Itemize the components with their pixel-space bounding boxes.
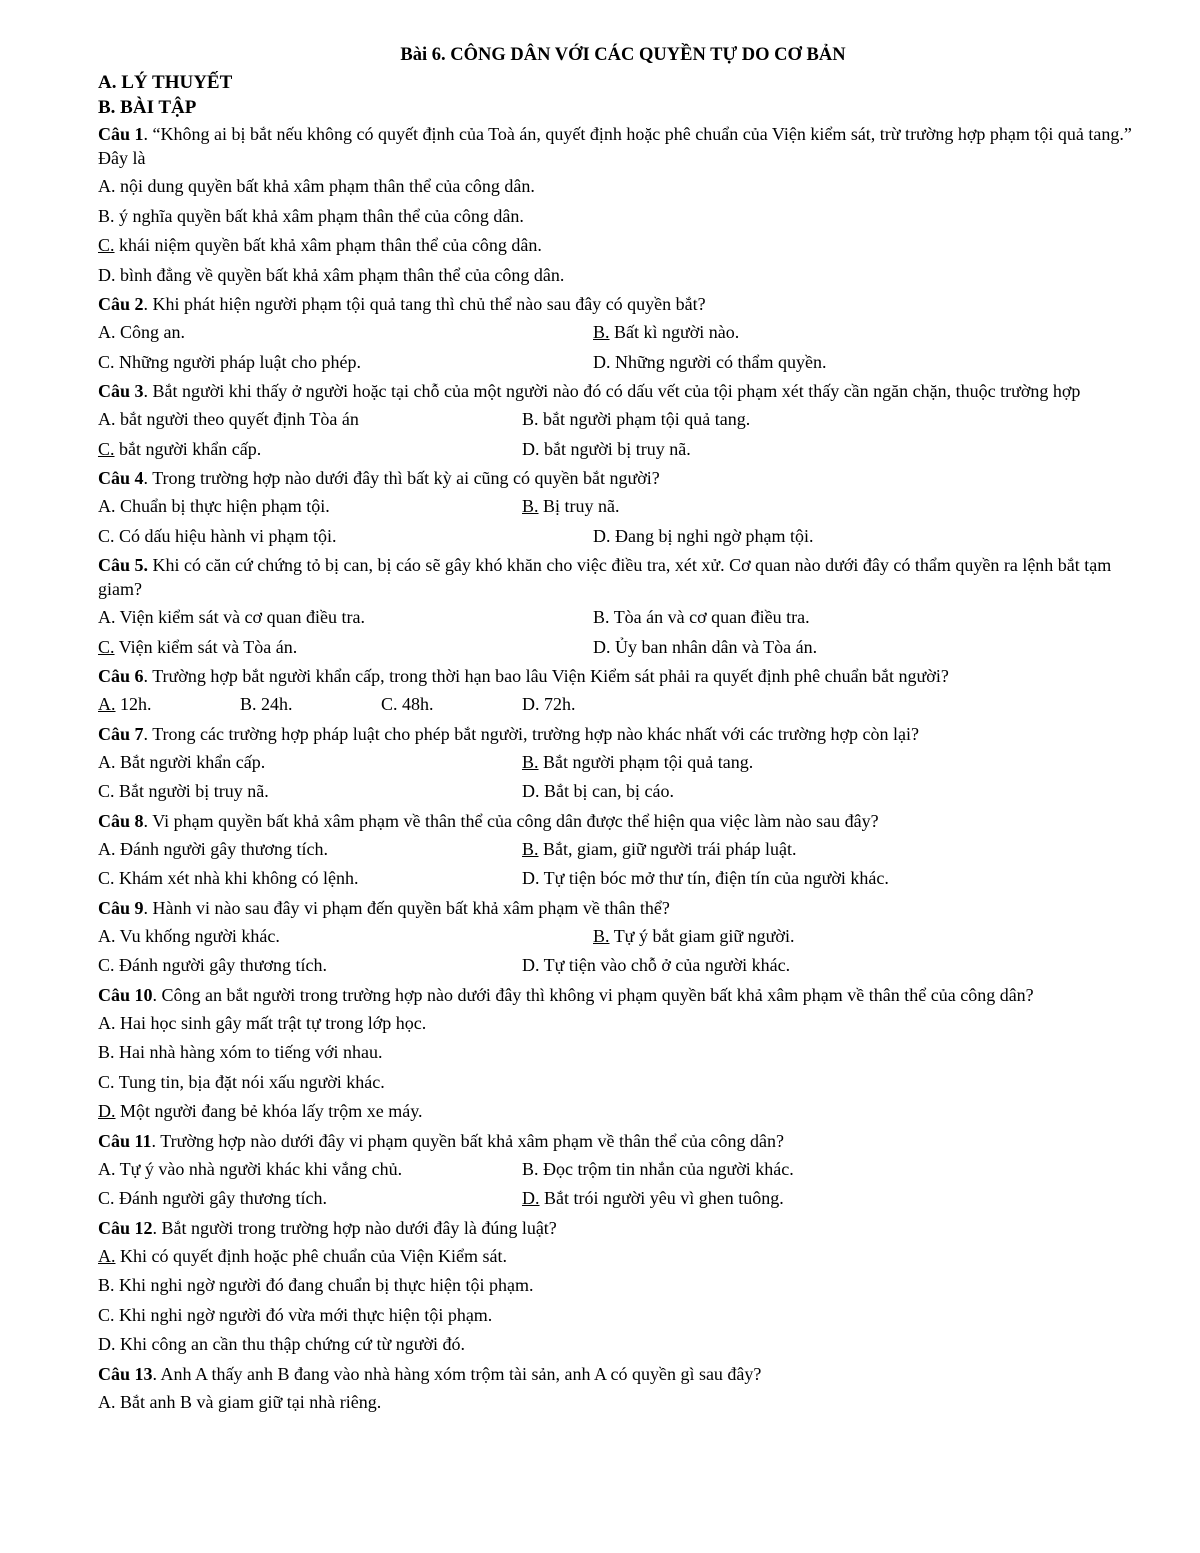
option: A. Chuẩn bị thực hiện phạm tội. — [98, 496, 330, 516]
option: B. bắt người phạm tội quả tang. — [522, 409, 751, 429]
option: D. bình đẳng về quyền bất khả xâm phạm thân thể của công dân. — [98, 264, 565, 285]
question-8: Câu 8. Vi phạm quyền bất khả xâm phạm về thân thể của công dân được thể hiện qua việc làm nào sau đây? — [98, 810, 879, 831]
option-row — [98, 835, 1148, 865]
option-answer: B. Bị truy nã. — [522, 496, 620, 516]
option: D. Bắt bị can, bị cáo. — [522, 781, 674, 801]
option: C. Tung tin, bịa đặt nói xấu người khác. — [98, 1071, 385, 1092]
question-1: Câu 1. “Không ai bị bắt nếu không có quyết định của Toà án, quyết định hoặc phê chuẩn của Viện kiểm sát, trừ trường hợp phạm tội quả tang.” Đây là — [98, 124, 1132, 168]
option: C. Khi nghi ngờ người đó vừa mới thực hiện tội phạm. — [98, 1304, 493, 1325]
option: D. Đang bị nghi ngờ phạm tội. — [593, 525, 814, 546]
option: D. Những người có thẩm quyền. — [593, 351, 827, 372]
option-row — [98, 777, 1148, 807]
page-title: Bài 6. CÔNG DÂN VỚI CÁC QUYỀN TỰ DO CƠ BẢN — [400, 45, 846, 65]
option-row — [98, 405, 1148, 435]
option: B. Khi nghi ngờ người đó đang chuẩn bị thực hiện tội phạm. — [98, 1275, 534, 1295]
option-answer: B. Tự ý bắt giam giữ người. — [593, 925, 795, 946]
option: A. nội dung quyền bất khả xâm phạm thân thể của công dân. — [98, 176, 535, 196]
option: A. Hai học sinh gây mất trật tự trong lớp học. — [98, 1012, 427, 1033]
question-13: Câu 13. Anh A thấy anh B đang vào nhà hàng xóm trộm tài sản, anh A có quyền gì sau đây? — [98, 1363, 762, 1384]
option-row — [98, 492, 1148, 522]
option: C. Đánh người gây thương tích. — [98, 955, 328, 975]
option-answer: C. bắt người khẩn cấp. — [98, 438, 262, 459]
question-3: Câu 3. Bắt người khi thấy ở người hoặc tại chỗ của một người nào đó có dấu vết của tội phạm xét thấy cần ngăn chặn, thuộc trường hợp — [98, 381, 1081, 401]
question-7: Câu 7. Trong các trường hợp pháp luật cho phép bắt người, trường hợp nào khác nhất với các trường hợp còn lại? — [98, 723, 920, 744]
option: D. Tự tiện bóc mở thư tín, điện tín của người khác. — [522, 868, 889, 888]
option: A. Vu khống người khác. — [98, 925, 280, 946]
option-row — [98, 1155, 1148, 1185]
option: D. Tự tiện vào chỗ ở của người khác. — [522, 955, 791, 975]
option-row — [98, 522, 1148, 552]
option: C. Có dấu hiệu hành vi phạm tội. — [98, 525, 337, 546]
option-row — [98, 864, 1148, 894]
option: A. Bắt anh B và giam giữ tại nhà riêng. — [98, 1391, 382, 1412]
option: B. Đọc trộm tin nhắn của người khác. — [522, 1158, 794, 1179]
option: D. bắt người bị truy nã. — [522, 438, 691, 459]
option-answer: C. khái niệm quyền bất khả xâm phạm thân thể của công dân. — [98, 235, 542, 255]
option-answer: C. Viện kiểm sát và Tòa án. — [98, 636, 298, 657]
option: B. Tòa án và cơ quan điều tra. — [593, 607, 810, 627]
question-10: Câu 10. Công an bắt người trong trường hợp nào dưới đây thì không vi phạm quyền bất khả xâm phạm về thân thể của công dân? — [98, 984, 1034, 1005]
option: C. Khám xét nhà khi không có lệnh. — [98, 868, 359, 888]
section-b-heading: B. BÀI TẬP — [98, 97, 197, 118]
option-row — [98, 318, 1148, 348]
option: A. Bắt người khẩn cấp. — [98, 751, 266, 772]
option-answer: B. Bất kì người nào. — [593, 322, 740, 342]
option: D. Khi công an cần thu thập chứng cứ từ người đó. — [98, 1334, 465, 1354]
option: B. 24h. — [240, 694, 293, 714]
section-a-heading: A. LÝ THUYẾT — [98, 72, 233, 93]
option: A. Đánh người gây thương tích. — [98, 838, 329, 859]
question-11: Câu 11. Trường hợp nào dưới đây vi phạm quyền bất khả xâm phạm về thân thể của công dân? — [98, 1130, 784, 1151]
option-answer: B. Bắt người phạm tội quả tang. — [522, 751, 754, 772]
question-4: Câu 4. Trong trường hợp nào dưới đây thì bất kỳ ai cũng có quyền bắt người? — [98, 468, 660, 488]
option: C. 48h. — [381, 694, 434, 714]
option: A. Viện kiểm sát và cơ quan điều tra. — [98, 607, 366, 627]
option: A. Công an. — [98, 322, 185, 342]
option-answer: A. 12h. — [98, 694, 152, 714]
option-row — [98, 951, 1148, 981]
option: B. ý nghĩa quyền bất khả xâm phạm thân thể của công dân. — [98, 205, 524, 226]
option-row — [98, 348, 1148, 378]
option-answer: B. Bắt, giam, giữ người trái pháp luật. — [522, 838, 797, 859]
question-6: Câu 6. Trường hợp bắt người khẩn cấp, trong thời hạn bao lâu Viện Kiểm sát phải ra quyết định phê chuẩn bắt người? — [98, 666, 949, 686]
option-answer: D. Một người đang bẻ khóa lấy trộm xe máy. — [98, 1101, 423, 1121]
option-row — [98, 1184, 1148, 1214]
question-2: Câu 2. Khi phát hiện người phạm tội quả tang thì chủ thể nào sau đây có quyền bắt? — [98, 294, 706, 314]
option: C. Những người pháp luật cho phép. — [98, 351, 362, 372]
option: A. Tự ý vào nhà người khác khi vắng chủ. — [98, 1158, 403, 1179]
option-row — [98, 748, 1148, 778]
option-row — [98, 435, 1148, 465]
question-12: Câu 12. Bắt người trong trường hợp nào dưới đây là đúng luật? — [98, 1217, 557, 1238]
question-5: Câu 5. Khi có căn cứ chứng tỏ bị can, bị cáo sẽ gây khó khăn cho việc điều tra, xét xử. Cơ quan nào dưới đây có thẩm quyền ra lệnh bắt tạm giam? — [98, 555, 1112, 599]
option: A. bắt người theo quyết định Tòa án — [98, 409, 359, 429]
option-answer: A. Khi có quyết định hoặc phê chuẩn của Viện Kiểm sát. — [98, 1245, 507, 1266]
option-row — [98, 603, 1148, 633]
option: C. Đánh người gây thương tích. — [98, 1188, 328, 1208]
option-answer: D. Bắt trói người yêu vì ghen tuông. — [522, 1188, 784, 1208]
option-row — [98, 633, 1148, 663]
option-row — [98, 922, 1148, 952]
option: D. Ủy ban nhân dân và Tòa án. — [593, 636, 818, 657]
option: D. 72h. — [522, 694, 576, 714]
option: B. Hai nhà hàng xóm to tiếng với nhau. — [98, 1042, 383, 1062]
option-row — [98, 690, 1148, 720]
option: C. Bắt người bị truy nã. — [98, 781, 269, 801]
question-9: Câu 9. Hành vi nào sau đây vi phạm đến quyền bất khả xâm phạm về thân thể? — [98, 897, 670, 918]
